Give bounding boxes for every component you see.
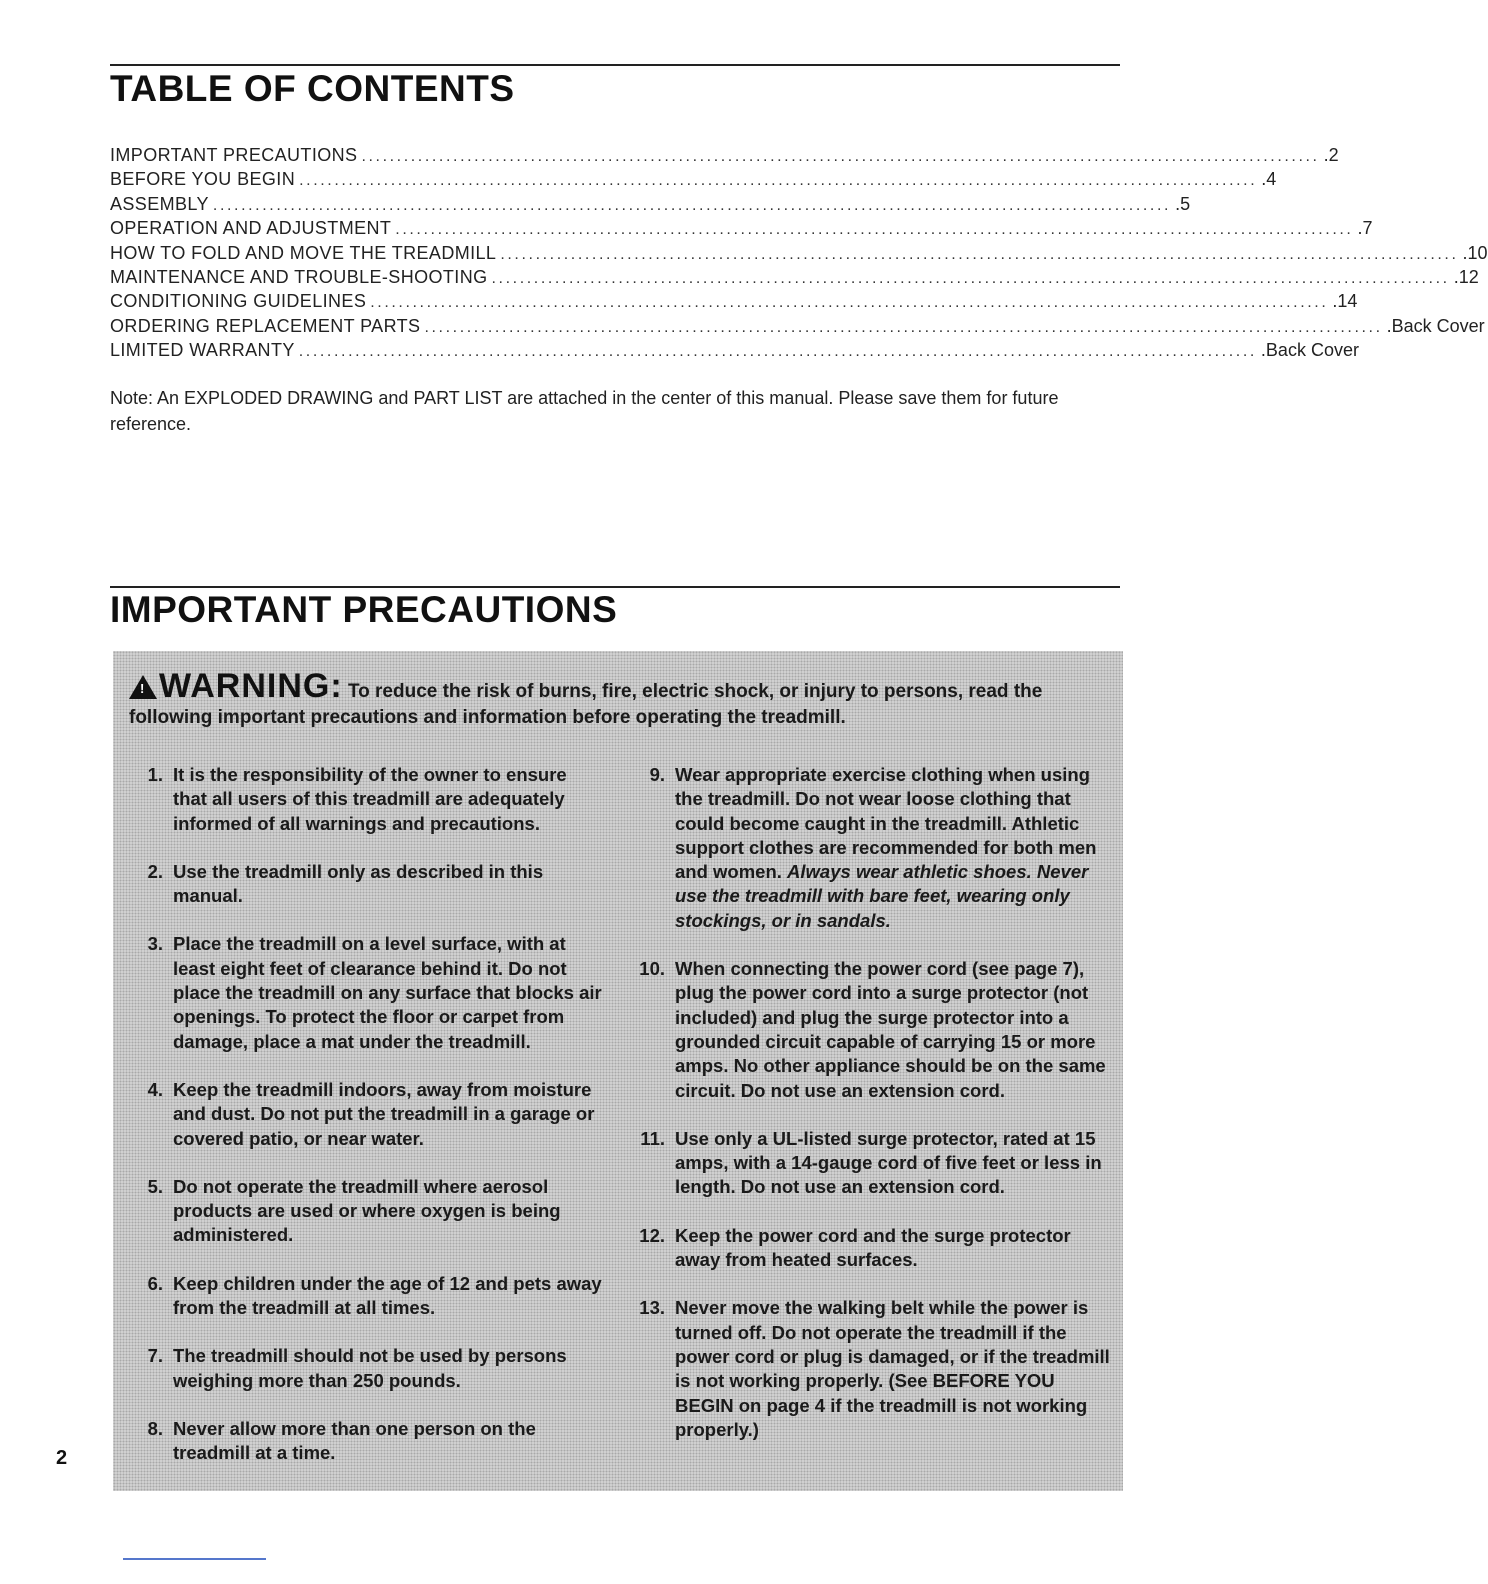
precaution-text-italic: Always wear athletic shoes. Never use the treadmill with bare feet, wearing only stockings, or in sandals. bbox=[675, 861, 1089, 931]
precaution-text-main: Wear appropriate exercise clothing when using the treadmill. Do not wear loose clothing that could become caught in the treadmill. Athletic support clothes are recommended for both men and women. bbox=[675, 764, 1097, 883]
precaution-item bbox=[123, 1272, 603, 1321]
toc-entry-page: .2 bbox=[1323, 145, 1339, 165]
precaution-number: 11. bbox=[640, 1127, 665, 1149]
toc-entry[interactable] bbox=[110, 241, 1488, 265]
toc-entry-page: .4 bbox=[1261, 169, 1277, 190]
toc-entry-page: .14 bbox=[1332, 291, 1358, 312]
toc-entry[interactable] bbox=[110, 289, 1358, 313]
toc-leader-dots: ........................................................................................................................................ bbox=[298, 343, 1257, 361]
toc-top-rule bbox=[110, 64, 1120, 66]
precaution-number: 8. bbox=[147, 1417, 163, 1439]
precaution-number: 10. bbox=[639, 958, 665, 980]
toc-leader-dots: ........................................................................................................................................ bbox=[299, 172, 1258, 190]
toc-entry[interactable] bbox=[110, 167, 1277, 191]
toc-entry-label: LIMITED WARRANTY bbox=[110, 340, 295, 361]
toc-leader-dots: ........................................................................................................................................ bbox=[500, 245, 1459, 263]
precaution-item bbox=[123, 1344, 603, 1393]
toc-leader-dots: ........................................................................................................................................ bbox=[491, 269, 1450, 287]
toc-leader-dots: ........................................................................................................................................ bbox=[424, 318, 1383, 336]
page-number: 2 bbox=[56, 1447, 68, 1469]
toc-entry-page: .12 bbox=[1453, 266, 1479, 287]
precaution-number: 6. bbox=[147, 1272, 163, 1294]
toc-entry-page: .Back Cover bbox=[1260, 340, 1359, 361]
precaution-number: 13. bbox=[639, 1297, 665, 1319]
toc-entry[interactable] bbox=[110, 338, 1359, 362]
precaution-text: Never allow more than one person on the treadmill at a time. bbox=[173, 1417, 536, 1464]
toc-leader-dots: ........................................................................................................................................ bbox=[370, 294, 1329, 312]
toc-leader-dots: ........................................................................................................................................ bbox=[361, 148, 1320, 165]
toc-entry-label: ORDERING REPLACEMENT PARTS bbox=[110, 315, 421, 336]
precautions-left-column bbox=[123, 763, 603, 1466]
warning-heading bbox=[129, 667, 1109, 731]
precaution-number: 3. bbox=[147, 933, 163, 955]
warning-box bbox=[113, 651, 1123, 1491]
precaution-item bbox=[123, 1417, 603, 1466]
precautions-right-column bbox=[625, 763, 1115, 1442]
toc-entry-label: IMPORTANT PRECAUTIONS bbox=[110, 145, 358, 165]
precaution-text: Keep children under the age of 12 and pets away from the treadmill at all times. bbox=[173, 1272, 602, 1319]
precautions-title: IMPORTANT PRECAUTIONS bbox=[110, 589, 618, 630]
precautions-top-rule bbox=[110, 586, 1120, 588]
warning-triangle-icon bbox=[129, 675, 157, 699]
precaution-item bbox=[625, 1296, 1115, 1442]
precaution-item bbox=[123, 932, 603, 1053]
precaution-item bbox=[123, 1078, 603, 1151]
precaution-text: The treadmill should not be used by persons weighing more than 250 pounds. bbox=[173, 1345, 567, 1391]
toc-entry-page: .5 bbox=[1175, 193, 1191, 214]
precaution-item bbox=[625, 1224, 1115, 1273]
precaution-number: 12. bbox=[639, 1224, 665, 1246]
warning-word: WARNING: bbox=[159, 667, 343, 705]
toc-entry-label: MAINTENANCE AND TROUBLE-SHOOTING bbox=[110, 266, 488, 287]
toc-leader-dots: ........................................................................................................................................ bbox=[212, 196, 1172, 214]
toc-entry-page: .7 bbox=[1357, 218, 1373, 239]
precaution-number: 2. bbox=[147, 860, 163, 882]
toc-entry-label: ASSEMBLY bbox=[110, 193, 209, 214]
toc-entry-page: .10 bbox=[1462, 242, 1488, 263]
precaution-item bbox=[123, 763, 603, 836]
precaution-number: 1. bbox=[147, 764, 163, 785]
precaution-number: 4. bbox=[147, 1078, 163, 1100]
precaution-text: When connecting the power cord (see page 7), plug the power cord into a surge protector (not included) and plug the surge protector into a grounded circuit capable of carrying 15 or more amps. No other appliance should be on the same circuit. Do not use an extension cord. bbox=[675, 958, 1106, 1101]
toc-title: TABLE OF CONTENTS bbox=[110, 68, 515, 109]
precaution-item bbox=[625, 1127, 1115, 1200]
precaution-text: Use the treadmill only as described in this manual. bbox=[173, 860, 544, 907]
toc-entry-label: HOW TO FOLD AND MOVE THE TREADMILL bbox=[110, 242, 497, 263]
precaution-item bbox=[123, 860, 603, 909]
precaution-item bbox=[625, 763, 1115, 933]
toc-entry-label: CONDITIONING GUIDELINES bbox=[110, 291, 367, 312]
toc-note: Note: An EXPLODED DRAWING and PART LIST are attached in the center of this manual. Please save them for future reference. bbox=[110, 388, 1059, 434]
toc-leader-dots: ........................................................................................................................................ bbox=[395, 221, 1354, 239]
precaution-text: Keep the treadmill indoors, away from moisture and dust. Do not put the treadmill in a garage or covered patio, or near water. bbox=[173, 1078, 595, 1149]
toc-list bbox=[110, 143, 1488, 363]
precaution-text: Place the treadmill on a level surface, with at least eight feet of clearance behind it. Do not place the treadmill on any surface that blocks air openings. To protect the floor or carpet from damage, place a mat under the treadmill. bbox=[173, 933, 602, 1052]
toc-entry[interactable] bbox=[110, 265, 1479, 289]
precaution-text: It is the responsibility of the owner to ensure that all users of this treadmill are adequately informed of all warnings and precautions. bbox=[173, 764, 567, 834]
precaution-item bbox=[123, 1175, 603, 1248]
footer-link-underline[interactable] bbox=[123, 1558, 266, 1560]
precaution-number: 5. bbox=[147, 1175, 163, 1197]
precaution-text: Keep the power cord and the surge protector away from heated surfaces. bbox=[675, 1224, 1071, 1271]
precaution-text: Use only a UL-listed surge protector, rated at 15 amps, with a 14-gauge cord of five feet or less in length. Do not use an extension cord. bbox=[675, 1127, 1102, 1198]
toc-entry[interactable] bbox=[110, 192, 1191, 216]
precaution-text: Do not operate the treadmill where aerosol products are used or where oxygen is being administered. bbox=[173, 1175, 561, 1246]
toc-entry[interactable] bbox=[110, 216, 1373, 240]
toc-entry[interactable] bbox=[110, 314, 1485, 338]
precaution-number: 9. bbox=[649, 764, 665, 785]
precaution-text bbox=[675, 763, 1115, 933]
toc-entry-page: .Back Cover bbox=[1386, 315, 1485, 336]
precaution-text: Never move the walking belt while the power is turned off. Do not operate the treadmill if the power cord or plug is damaged, or if the treadmill is not working properly. (See BEFORE YOU BEGIN on page 4 if the treadmill is not working properly.) bbox=[675, 1297, 1110, 1440]
precaution-number: 7. bbox=[147, 1345, 163, 1367]
precaution-item bbox=[625, 957, 1115, 1103]
toc-entry-label: OPERATION AND ADJUSTMENT bbox=[110, 218, 392, 239]
toc-entry-label: BEFORE YOU BEGIN bbox=[110, 169, 296, 190]
warning-text: To reduce the risk of burns, fire, electric shock, or injury to persons, read the following important precautions and information before operating the treadmill. bbox=[129, 681, 1043, 728]
toc-entry[interactable] bbox=[110, 143, 1339, 167]
